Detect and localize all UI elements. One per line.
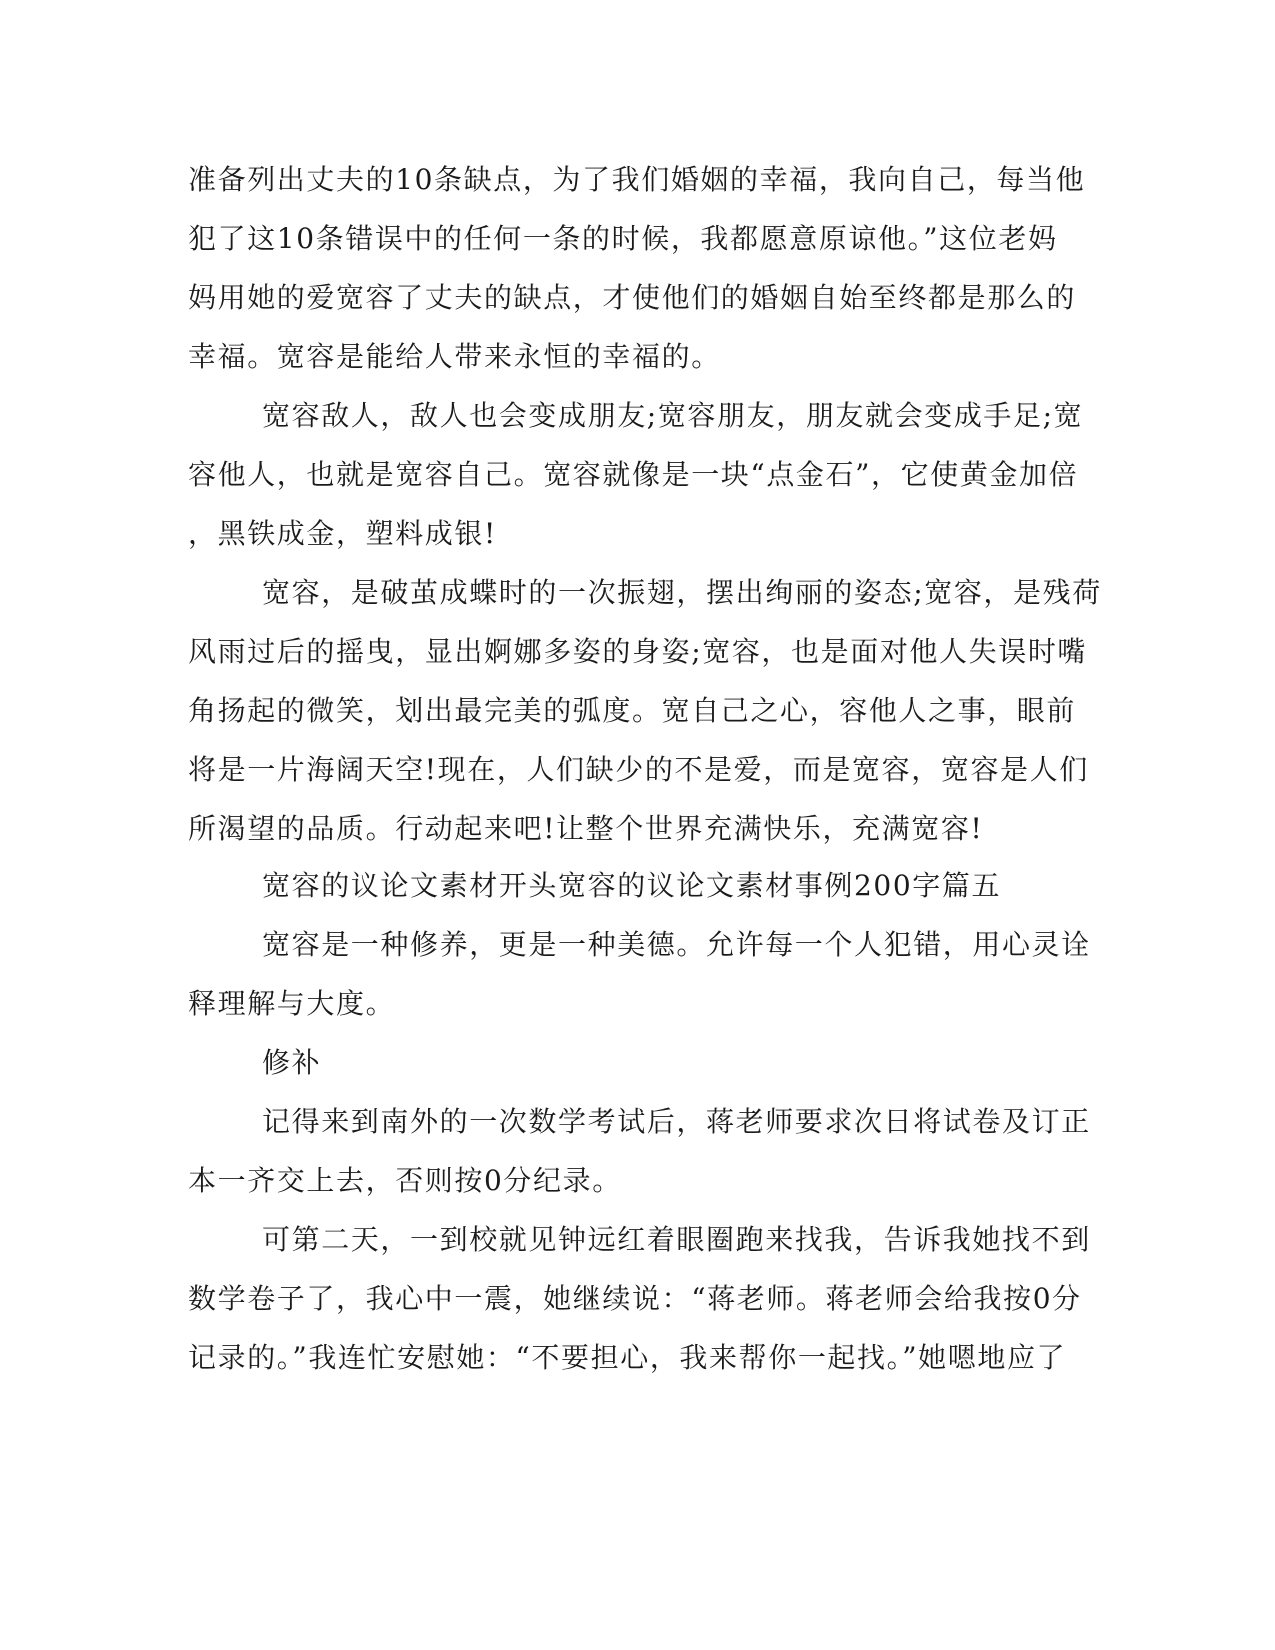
text-line-10: 角扬起的微笑，划出最完美的弧度。宽自己之心，容他人之事，眼前 bbox=[188, 694, 1077, 727]
text-line-20: 数学卷子了，我心中一震，她继续说：“蒋老师。蒋老师会给我按0分 bbox=[188, 1282, 1082, 1315]
text-line-14: 宽容是一种修养，更是一种美德。允许每一个人犯错，用心灵诠 bbox=[262, 928, 1091, 961]
text-line-17: 记得来到南外的一次数学考试后，蒋老师要求次日将试卷及订正 bbox=[262, 1105, 1091, 1138]
section-heading: 宽容的议论文素材开头宽容的议论文素材事例200字篇五 bbox=[262, 869, 1002, 902]
text-line-5: 宽容敌人，敌人也会变成朋友;宽容朋友，朋友就会变成手足;宽 bbox=[262, 399, 1084, 432]
text-line-6: 容他人，也就是宽容自己。宽容就像是一块“点金石”，它使黄金加倍 bbox=[188, 458, 1079, 491]
text-line-15: 释理解与大度。 bbox=[188, 987, 396, 1020]
text-line-18: 本一齐交上去，否则按0分纪录。 bbox=[188, 1164, 622, 1197]
text-line-4: 幸福。宽容是能给人带来永恒的幸福的。 bbox=[188, 340, 721, 373]
text-line-21: 记录的。”我连忙安慰她：“不要担心，我来帮你一起找。”她嗯地应了 bbox=[188, 1341, 1067, 1374]
text-line-2: 犯了这10条错误中的任何一条的时候，我都愿意原谅他。”这位老妈 bbox=[188, 222, 1058, 255]
text-line-3: 妈用她的爱宽容了丈夫的缺点，才使他们的婚姻自始至终都是那么的 bbox=[188, 281, 1077, 314]
text-line-8: 宽容，是破茧成蝶时的一次振翅，摆出绚丽的姿态;宽容，是残荷 bbox=[262, 576, 1102, 609]
text-line-7: ，黑铁成金，塑料成银! bbox=[188, 517, 497, 550]
subtitle-line: 修补 bbox=[262, 1046, 322, 1079]
text-line-19: 可第二天，一到校就见钟远红着眼圈跑来找我，告诉我她找不到 bbox=[262, 1223, 1091, 1256]
text-line-12: 所渴望的品质。行动起来吧!让整个世界充满快乐，充满宽容! bbox=[188, 812, 984, 845]
text-line-1: 准备列出丈夫的10条缺点，为了我们婚姻的幸福，我向自己，每当他 bbox=[188, 163, 1086, 196]
text-line-11: 将是一片海阔天空!现在，人们缺少的不是爱，而是宽容，宽容是人们 bbox=[188, 753, 1089, 786]
text-line-9: 风雨过后的摇曳，显出婀娜多姿的身姿;宽容，也是面对他人失误时嘴 bbox=[188, 635, 1088, 668]
